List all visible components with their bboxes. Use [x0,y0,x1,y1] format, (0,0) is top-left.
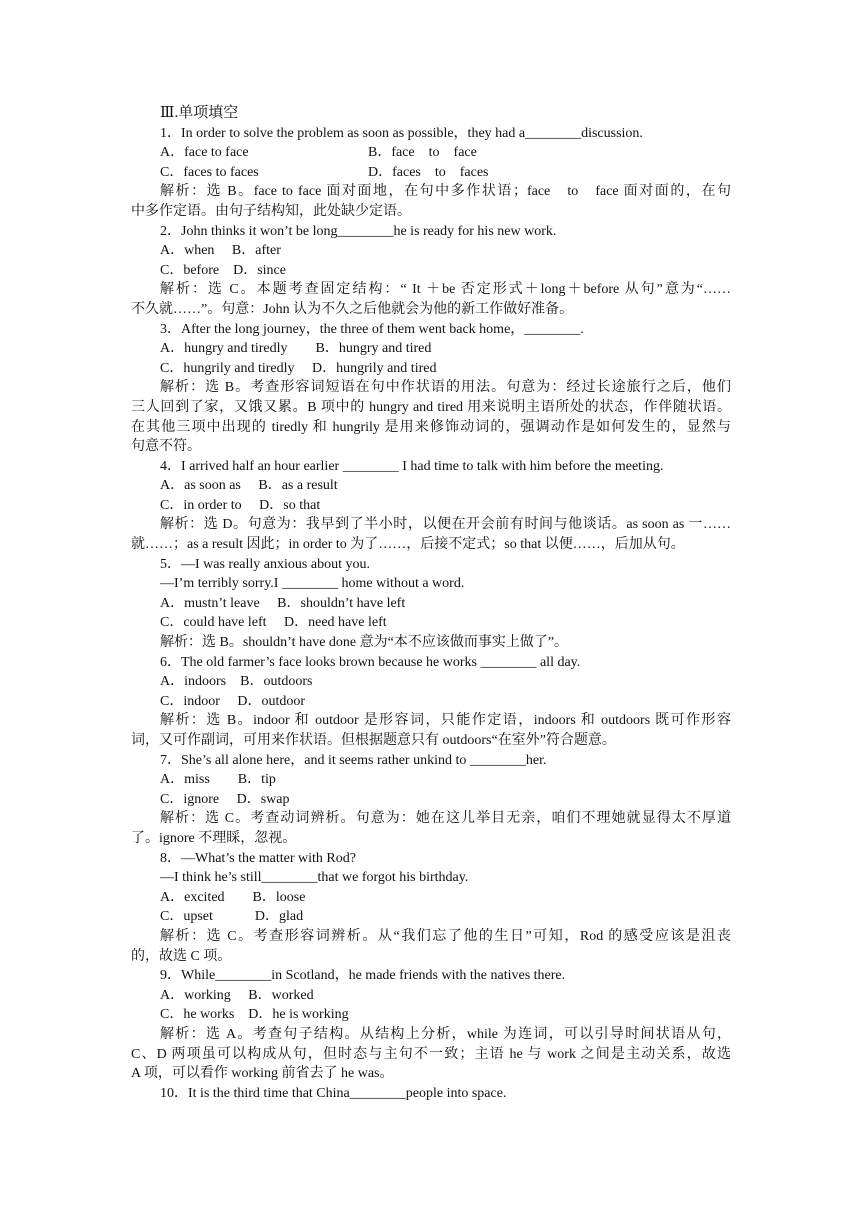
options-row: C．he works D．he is working [160,1007,349,1023]
question-10: 10．It is the third time that China________people into space. [160,1085,507,1101]
options-row: C．before D．since [160,262,286,278]
option-b: B．face to face [368,145,477,161]
options-row: A．excited B．loose [160,889,306,905]
question-line: —I’m terribly sorry.I ________ home without a word. [160,576,465,592]
explanation-line: 解析：选 A。考查句子结构。从结构上分析，while 为连词，可以引导时间状语从句， [160,1026,731,1042]
explanation-line: 句意不符。 [131,439,201,455]
explanation-line: 的，故选 C 项。 [131,948,232,964]
question-8: 8．—What’s the matter with Rod? [160,850,356,866]
options-row: A．as soon as B．as a result [160,478,338,494]
options-row: C．could have left D．need have left [160,615,387,631]
option-d: D．faces to faces [368,164,489,180]
options-row: C．hungrily and tiredly D．hungrily and tired [160,360,437,376]
options-row: A．when B．after [160,243,281,259]
explanation-line: 解析：选 D。句意为：我早到了半小时，以便在开会前有时间与他谈话。as soon as 一…… [160,517,731,533]
option-a: A．face to face [160,145,249,161]
explanation-line: 解析：选 B。indoor 和 outdoor 是形容词，只能作定语，indoors 和 outdoors 既可作形容 [160,713,731,729]
question-1: 1．In order to solve the problem as soon as possible，they had a________discussion. [160,125,643,141]
explanation-line: 解析：选 C。考查形容词辨析。从“我们忘了他的生日”可知，Rod 的感受应该是沮丧 [160,928,731,944]
explanation-line: 三人回到了家，又饿又累。B 项中的 hungry and tired 用来说明主语所处的状态，作伴随状语。 [131,399,731,415]
options-row: C．upset D．glad [160,909,304,925]
question-5: 5．—I was really anxious about you. [160,556,370,572]
explanation-line: 解析：选 B。考查形容词短语在句中作状语的用法。句意为：经过长途旅行之后，他们 [160,380,731,396]
question-9: 9．While________in Scotland，he made friends with the natives there. [160,968,566,984]
options-row: A．hungry and tiredly B．hungry and tired [160,341,432,357]
options-row: C．indoor D．outdoor [160,693,306,709]
explanation-line: 在其他三项中出现的 tiredly 和 hungrily 是用来修饰动词的，强调动作是如何发生的，显然与 [131,419,731,435]
question-6: 6．The old farmer’s face looks brown because he works ________ all day. [160,654,581,670]
options-row: A．mustn’t leave B．shouldn’t have left [160,595,406,611]
explanation-line: 解析：选 B。shouldn’t have done 意为“本不应该做而事实上做了”。 [160,635,569,651]
section-title: Ⅲ.单项填空 [160,105,239,121]
option-c: C．faces to faces [160,164,259,180]
options-row: A．indoors B．outdoors [160,674,313,690]
explanation-line: A 项，可以看作 working 前省去了 he was。 [131,1066,394,1082]
explanation-line: 不久就……”。句意：John 认为不久之后他就会为他的新工作做好准备。 [131,301,574,317]
options-row: A．working B．worked [160,987,314,1003]
explanation-line: 了。ignore 不理睬，忽视。 [131,830,297,846]
explanation-line: 就……；as a result 因此；in order to 为了……，后接不定式；so that 以便……，后加从句。 [131,537,685,553]
options-row [131,143,731,163]
explanation-line: 解析：选 C。考查动词辨析。句意为：她在这儿举目无亲，咱们不理她就显得太不厚道 [160,811,731,827]
explanation-line: 中多作定语。由句子结构知，此处缺少定语。 [131,203,411,219]
options-row [131,163,731,183]
question-3: 3．After the long journey，the three of them went back home，________. [160,321,584,337]
question-2: 2．John thinks it won’t be long________he is ready for his new work. [160,223,557,239]
options-row: C．in order to D．so that [160,497,321,513]
options-row: C．ignore D．swap [160,791,290,807]
explanation-line: 解析：选 B。face to face 面对面地，在句中多作状语；face to face 面对面的，在句 [160,184,731,200]
question-line: —I think he’s still________that we forgot his birthday. [160,870,469,886]
question-7: 7．She’s all alone here，and it seems rather unkind to ________her. [160,752,547,768]
options-row: A．miss B．tip [160,772,276,788]
question-4: 4．I arrived half an hour earlier ________ I had time to talk with him before the meeting. [160,458,664,474]
exercise-content [131,104,731,1103]
explanation-line: 词，又可作副词，可用来作状语。但根据题意只有 outdoors“在室外”符合题意。 [131,733,616,748]
explanation-line: C、D 两项虽可以构成从句，但时态与主句不一致；主语 he 与 work 之间是主动关系，故选 [131,1046,731,1062]
explanation-line: 解析：选 C。本题考查固定结构：“ It ＋be 否定形式＋long＋before 从句”意为“…… [160,282,731,298]
